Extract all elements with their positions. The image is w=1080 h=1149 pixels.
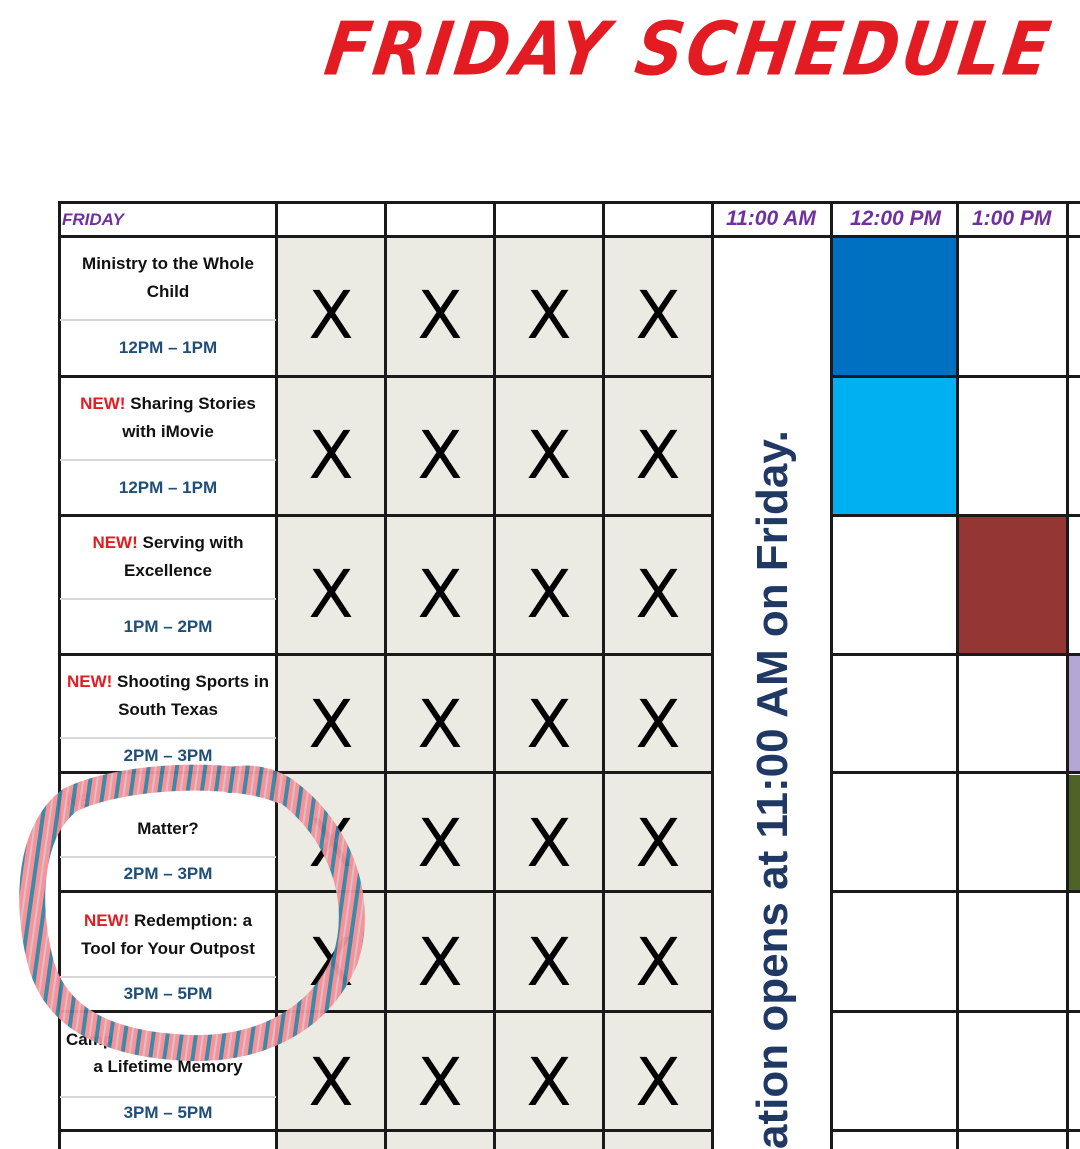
row-divider <box>60 1096 276 1098</box>
course-title-line: Child <box>146 282 190 301</box>
course-title-line: Tool for Your Outpost <box>81 939 255 958</box>
course-title-line: Redemption: a <box>129 911 253 930</box>
x-mark: X <box>635 924 681 1001</box>
x-mark: X <box>635 417 681 494</box>
page-title: FRIDAY SCHEDULE <box>319 6 1058 93</box>
x-mark: X <box>635 277 681 354</box>
x-mark: X <box>417 417 463 494</box>
x-mark: X <box>635 1044 681 1121</box>
course-title-line: a Lifetime Memory <box>93 1057 243 1076</box>
x-mark: X <box>635 556 681 633</box>
course-time: 1PM – 2PM <box>123 617 213 636</box>
course-time: 12PM – 1PM <box>118 478 218 497</box>
new-tag: NEW! <box>80 394 126 413</box>
x-mark: X <box>417 556 463 633</box>
x-mark: X <box>526 417 572 494</box>
row-divider <box>60 737 276 739</box>
course-title-line: Excellence <box>124 561 212 580</box>
course-title-line: South Texas <box>118 700 218 719</box>
x-mark: X <box>635 686 681 763</box>
course-time: 3PM – 5PM <box>123 1103 213 1122</box>
course-title-line: Sharing Stories <box>125 394 256 413</box>
header-time-12pm: 12:00 PM <box>850 207 942 230</box>
course-title <box>60 529 276 585</box>
course-title-line: Shooting Sports in <box>112 672 270 691</box>
slot-block-lavender <box>1069 656 1080 771</box>
grid-line <box>956 201 959 1149</box>
course-title-line: Matter? <box>137 819 199 838</box>
course-time: 3PM – 5PM <box>123 984 213 1003</box>
x-mark: X <box>526 1044 572 1121</box>
x-mark: X <box>526 686 572 763</box>
x-mark: X <box>308 277 354 354</box>
x-mark: X <box>308 556 354 633</box>
row-divider <box>60 976 276 978</box>
x-mark: X <box>417 686 463 763</box>
grid-line <box>711 201 714 1149</box>
course-title <box>60 1026 276 1054</box>
header-time-11am: 11:00 AM <box>726 207 816 230</box>
grid-line <box>1066 201 1069 1149</box>
slot-block-blue-light <box>833 378 957 515</box>
course-title <box>60 907 276 963</box>
x-mark: X <box>526 805 572 882</box>
x-mark: X <box>417 277 463 354</box>
registration-banner: ation opens at 11:00 AM on Friday. <box>748 430 797 1149</box>
course-title <box>60 668 276 724</box>
x-mark: X <box>417 1044 463 1121</box>
row-divider <box>60 459 276 461</box>
x-mark: X <box>526 924 572 1001</box>
row-divider <box>60 856 276 858</box>
slot-block-blue-dark <box>833 238 957 375</box>
x-mark: X <box>308 1044 354 1121</box>
x-mark: X <box>308 417 354 494</box>
x-mark: X <box>526 556 572 633</box>
x-mark: X <box>308 805 354 882</box>
grid-line <box>58 235 1080 238</box>
x-mark: X <box>308 924 354 1001</box>
course-title <box>60 787 276 815</box>
grid-line <box>830 201 833 1149</box>
course-title <box>60 390 276 446</box>
course-time: 2PM – 3PM <box>123 746 213 765</box>
course-title-line: Camp <box>66 1030 114 1049</box>
new-tag: NE <box>66 791 90 810</box>
header-time-1pm: 1:00 PM <box>972 207 1052 230</box>
slot-block-brown <box>959 517 1066 653</box>
course-title-line: with iMovie <box>122 422 214 441</box>
x-mark: X <box>308 686 354 763</box>
new-tag: NEW! <box>66 672 113 691</box>
course-title <box>60 250 276 306</box>
course-title <box>60 815 276 843</box>
x-mark: X <box>417 805 463 882</box>
course-title-line: Serving with <box>137 533 244 552</box>
course-time: 12PM – 1PM <box>118 338 218 357</box>
slot-block-olive <box>1069 775 1080 890</box>
row-divider <box>60 598 276 600</box>
x-mark: X <box>635 805 681 882</box>
x-mark: X <box>417 924 463 1001</box>
course-title <box>60 1053 276 1081</box>
course-time: 2PM – 3PM <box>123 864 213 883</box>
course-title-line: Ministry to the Whole <box>82 254 254 273</box>
new-tag: NEW! <box>83 911 130 930</box>
header-day: FRIDAY <box>62 210 125 229</box>
new-tag: NEW! <box>92 533 138 552</box>
row-divider <box>60 319 276 321</box>
grid-line <box>58 201 1080 204</box>
x-mark: X <box>526 277 572 354</box>
